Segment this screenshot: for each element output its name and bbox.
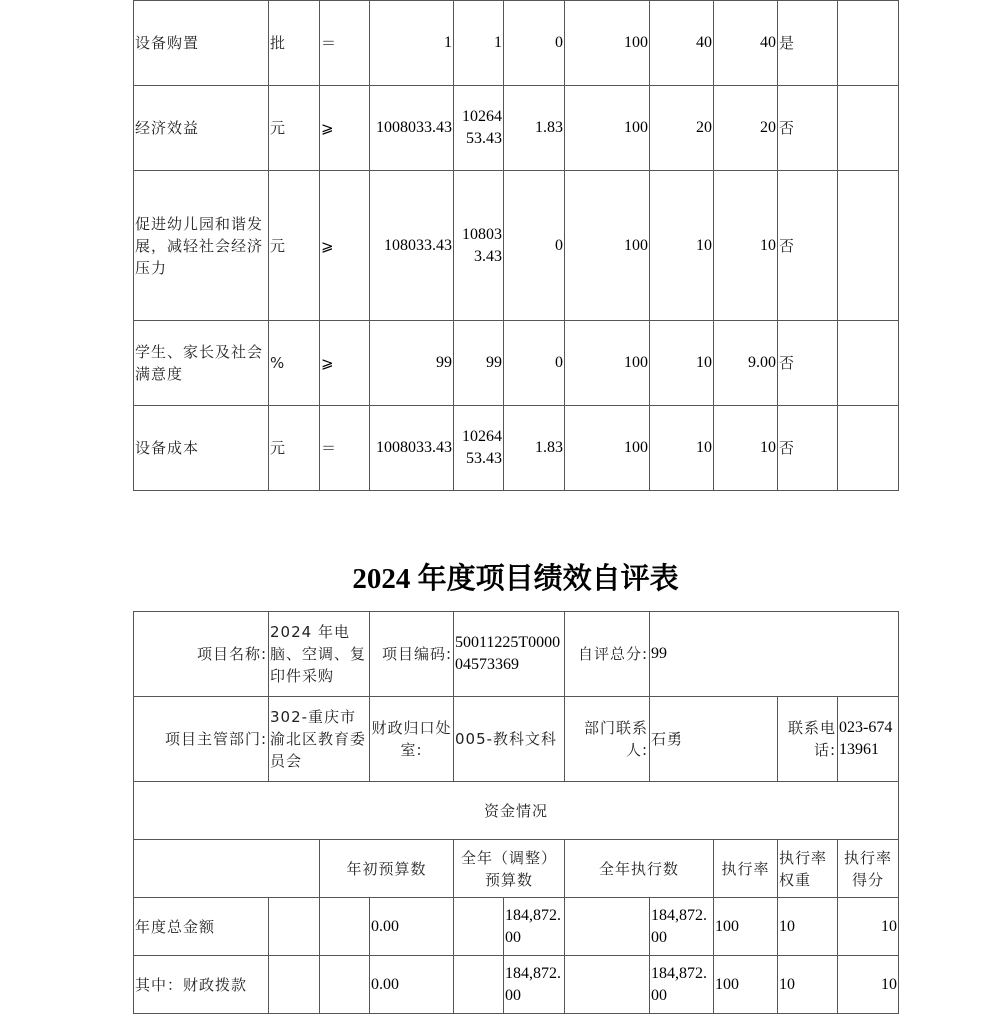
indicator-score: 20 bbox=[714, 86, 778, 171]
info-row-department bbox=[134, 697, 899, 782]
project-code-value: 50011225T000004573369 bbox=[454, 612, 565, 697]
indicator-actual: 1 bbox=[454, 1, 504, 86]
header-executed: 全年执行数 bbox=[565, 840, 714, 898]
indicator-flag: 否 bbox=[778, 86, 838, 171]
indicator-note bbox=[838, 1, 899, 86]
indicator-operator: ⩾ bbox=[320, 171, 370, 321]
funds-adjusted: 184,872.00 bbox=[504, 898, 565, 956]
indicator-name: 设备成本 bbox=[134, 406, 269, 491]
indicator-score: 10 bbox=[714, 406, 778, 491]
funds-rate: 100 bbox=[714, 898, 778, 956]
indicator-weight: 40 bbox=[650, 1, 714, 86]
funds-weight: 10 bbox=[778, 898, 838, 956]
indicator-note bbox=[838, 86, 899, 171]
indicator-flag: 否 bbox=[778, 321, 838, 406]
empty-cell bbox=[269, 956, 320, 1014]
self-score-label: 自评总分: bbox=[565, 612, 650, 697]
funds-adjusted: 184,872.00 bbox=[504, 956, 565, 1014]
funds-rate: 100 bbox=[714, 956, 778, 1014]
indicator-actual: 99 bbox=[454, 321, 504, 406]
indicator-full-score: 100 bbox=[565, 406, 650, 491]
empty-cell bbox=[320, 956, 370, 1014]
indicator-target: 1 bbox=[370, 1, 454, 86]
funds-row bbox=[134, 898, 899, 956]
indicator-name: 设备购置 bbox=[134, 1, 269, 86]
indicator-operator: ＝ bbox=[320, 1, 370, 86]
empty-cell bbox=[565, 956, 650, 1014]
indicator-unit: 元 bbox=[269, 86, 320, 171]
indicator-score: 10 bbox=[714, 171, 778, 321]
header-adjusted-budget: 全年（调整）预算数 bbox=[454, 840, 565, 898]
info-row-project bbox=[134, 612, 899, 697]
funds-section-title: 资金情况 bbox=[134, 782, 899, 840]
indicator-deviation: 0 bbox=[504, 1, 565, 86]
funds-initial: 0.00 bbox=[370, 956, 454, 1014]
funds-weight: 10 bbox=[778, 956, 838, 1014]
funds-section-row bbox=[134, 782, 899, 840]
indicator-flag: 否 bbox=[778, 406, 838, 491]
indicator-unit: 批 bbox=[269, 1, 320, 86]
indicator-deviation: 1.83 bbox=[504, 406, 565, 491]
indicator-flag: 否 bbox=[778, 171, 838, 321]
header-exec-rate: 执行率 bbox=[714, 840, 778, 898]
indicator-deviation: 0 bbox=[504, 171, 565, 321]
indicator-score: 40 bbox=[714, 1, 778, 86]
indicator-full-score: 100 bbox=[565, 1, 650, 86]
indicator-weight: 20 bbox=[650, 86, 714, 171]
indicator-score: 9.00 bbox=[714, 321, 778, 406]
finance-office-value: 005-教科文科 bbox=[454, 697, 565, 782]
funds-header-blank bbox=[134, 840, 320, 898]
indicator-full-score: 100 bbox=[565, 86, 650, 171]
funds-score: 10 bbox=[838, 956, 899, 1014]
phone-label: 联系电话: bbox=[778, 697, 838, 782]
empty-cell bbox=[565, 898, 650, 956]
indicator-actual: 1026453.43 bbox=[454, 406, 504, 491]
indicator-row bbox=[134, 1, 899, 86]
funds-initial: 0.00 bbox=[370, 898, 454, 956]
indicator-actual: 1026453.43 bbox=[454, 86, 504, 171]
indicator-row bbox=[134, 406, 899, 491]
project-name-label: 项目名称: bbox=[134, 612, 269, 697]
department-label: 项目主管部门: bbox=[134, 697, 269, 782]
funds-row-label: 其中：财政拨款 bbox=[134, 956, 269, 1014]
funds-row bbox=[134, 956, 899, 1014]
page-title: 2024 年度项目绩效自评表 bbox=[352, 563, 679, 595]
indicator-target: 108033.43 bbox=[370, 171, 454, 321]
indicator-operator: ＝ bbox=[320, 406, 370, 491]
indicator-deviation: 0 bbox=[504, 321, 565, 406]
self-evaluation-table bbox=[133, 611, 899, 1014]
funds-score: 10 bbox=[838, 898, 899, 956]
empty-cell bbox=[454, 898, 504, 956]
indicator-note bbox=[838, 406, 899, 491]
indicator-note bbox=[838, 321, 899, 406]
performance-indicator-table bbox=[133, 0, 899, 491]
self-score-value: 99 bbox=[650, 612, 899, 697]
header-initial-budget: 年初预算数 bbox=[320, 840, 454, 898]
indicator-full-score: 100 bbox=[565, 321, 650, 406]
indicator-unit: 元 bbox=[269, 171, 320, 321]
indicator-weight: 10 bbox=[650, 406, 714, 491]
indicator-unit: % bbox=[269, 321, 320, 406]
funds-row-label: 年度总金额 bbox=[134, 898, 269, 956]
indicator-deviation: 1.83 bbox=[504, 86, 565, 171]
indicator-target: 1008033.43 bbox=[370, 86, 454, 171]
indicator-weight: 10 bbox=[650, 321, 714, 406]
indicator-operator: ⩾ bbox=[320, 86, 370, 171]
indicator-row bbox=[134, 321, 899, 406]
indicator-operator: ⩾ bbox=[320, 321, 370, 406]
empty-cell bbox=[269, 898, 320, 956]
indicator-row bbox=[134, 86, 899, 171]
indicator-name: 经济效益 bbox=[134, 86, 269, 171]
project-name-value: 2024 年电脑、空调、复印件采购 bbox=[269, 612, 370, 697]
contact-value: 石勇 bbox=[650, 697, 778, 782]
contact-label: 部门联系人: bbox=[565, 697, 650, 782]
phone-value: 023-67413961 bbox=[838, 697, 899, 782]
empty-cell bbox=[454, 956, 504, 1014]
department-value: 302-重庆市渝北区教育委员会 bbox=[269, 697, 370, 782]
header-exec-score: 执行率得分 bbox=[838, 840, 899, 898]
project-code-label: 项目编码: bbox=[370, 612, 454, 697]
indicator-note bbox=[838, 171, 899, 321]
funds-header-row bbox=[134, 840, 899, 898]
indicator-actual: 108033.43 bbox=[454, 171, 504, 321]
header-exec-weight: 执行率权重 bbox=[778, 840, 838, 898]
indicator-target: 1008033.43 bbox=[370, 406, 454, 491]
indicator-target: 99 bbox=[370, 321, 454, 406]
funds-executed: 184,872.00 bbox=[650, 898, 714, 956]
indicator-name: 促进幼儿园和谐发展，减轻社会经济压力 bbox=[134, 171, 269, 321]
funds-executed: 184,872.00 bbox=[650, 956, 714, 1014]
empty-cell bbox=[320, 898, 370, 956]
indicator-full-score: 100 bbox=[565, 171, 650, 321]
indicator-name: 学生、家长及社会满意度 bbox=[134, 321, 269, 406]
indicator-unit: 元 bbox=[269, 406, 320, 491]
indicator-flag: 是 bbox=[778, 1, 838, 86]
finance-office-label: 财政归口处室: bbox=[370, 697, 454, 782]
indicator-row bbox=[134, 171, 899, 321]
indicator-weight: 10 bbox=[650, 171, 714, 321]
